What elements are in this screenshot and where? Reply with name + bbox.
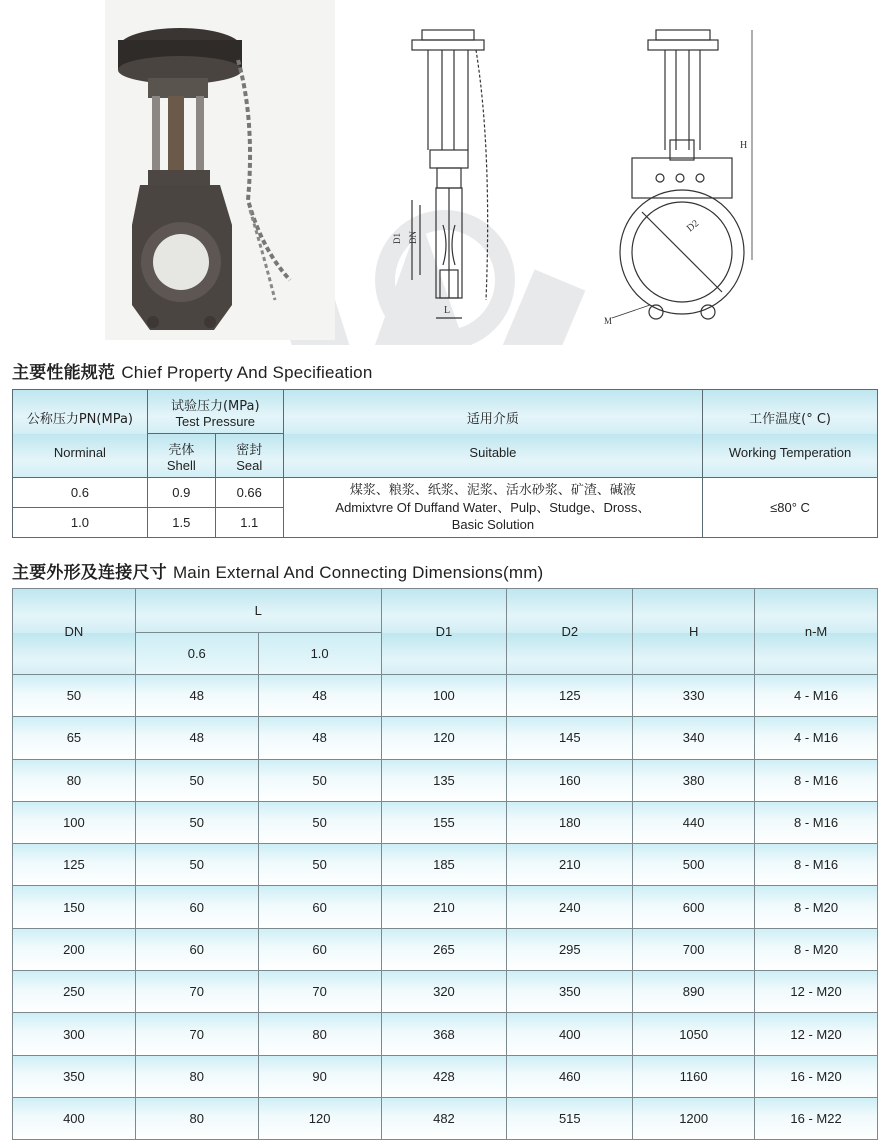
nm-value: 8 - M20 — [755, 886, 878, 928]
dimensions-table — [12, 588, 878, 1140]
h-value: 1200 — [633, 1097, 755, 1139]
svg-text:H: H — [740, 140, 748, 151]
table-row — [13, 844, 878, 886]
d2-value: 515 — [507, 1097, 633, 1139]
dn-header: DN — [13, 589, 136, 675]
d2-value: 145 — [507, 717, 633, 759]
l-1-0-header: 1.0 — [258, 633, 381, 675]
d2-value: 240 — [507, 886, 633, 928]
shell-header: 壳体 Shell — [147, 434, 215, 478]
h-value: 340 — [633, 717, 755, 759]
specification-table — [12, 389, 878, 538]
table-row — [13, 971, 878, 1013]
d2-value: 460 — [507, 1055, 633, 1097]
dn-value: 200 — [13, 928, 136, 970]
l-header: L — [135, 589, 381, 633]
l-0-6-header: 0.6 — [135, 633, 258, 675]
valve-photo — [105, 0, 335, 340]
table-row — [13, 1013, 878, 1055]
dn-value: 80 — [13, 759, 136, 801]
nm-value: 4 - M16 — [755, 675, 878, 717]
d1-value: 155 — [381, 801, 507, 843]
l-1-0-value: 120 — [258, 1097, 381, 1139]
h-value: 440 — [633, 801, 755, 843]
pn-header: 公称压力PN(MPa) Norminal — [13, 390, 148, 478]
d1-value: 265 — [381, 928, 507, 970]
nm-value: 8 - M16 — [755, 844, 878, 886]
l-0-6-value: 80 — [135, 1055, 258, 1097]
dn-value: 250 — [13, 971, 136, 1013]
dn-value: 350 — [13, 1055, 136, 1097]
product-figures — [0, 0, 890, 345]
section-title-cn: 主要外形及连接尺寸 — [12, 563, 167, 583]
l-0-6-value: 50 — [135, 844, 258, 886]
section-title-chief-property — [12, 358, 373, 383]
seal-header: 密封 Seal — [215, 434, 283, 478]
l-1-0-value: 70 — [258, 971, 381, 1013]
d1-value: 320 — [381, 971, 507, 1013]
h-value: 500 — [633, 844, 755, 886]
l-0-6-value: 50 — [135, 759, 258, 801]
l-1-0-value: 50 — [258, 801, 381, 843]
l-1-0-value: 60 — [258, 886, 381, 928]
l-0-6-value: 60 — [135, 886, 258, 928]
d1-value: 428 — [381, 1055, 507, 1097]
table-row — [13, 717, 878, 759]
l-0-6-value: 48 — [135, 675, 258, 717]
table-row — [13, 886, 878, 928]
d2-value: 125 — [507, 675, 633, 717]
h-value: 700 — [633, 928, 755, 970]
d2-header: D2 — [507, 589, 633, 675]
nm-value: 8 - M16 — [755, 801, 878, 843]
d1-value: 135 — [381, 759, 507, 801]
l-0-6-value: 70 — [135, 1013, 258, 1055]
d1-value: 210 — [381, 886, 507, 928]
temperature-header: 工作温度(° C) Working Temperation — [703, 390, 878, 478]
seal-value: 0.66 — [215, 478, 283, 508]
table-row — [13, 1055, 878, 1097]
d1-value: 482 — [381, 1097, 507, 1139]
l-1-0-value: 48 — [258, 717, 381, 759]
seal-value: 1.1 — [215, 508, 283, 538]
nm-value: 16 - M20 — [755, 1055, 878, 1097]
pn-value: 1.0 — [13, 508, 148, 538]
h-value: 1050 — [633, 1013, 755, 1055]
d2-value: 180 — [507, 801, 633, 843]
dn-value: 150 — [13, 886, 136, 928]
dn-value: 300 — [13, 1013, 136, 1055]
d2-value: 160 — [507, 759, 633, 801]
l-0-6-value: 48 — [135, 717, 258, 759]
h-value: 600 — [633, 886, 755, 928]
table-row — [13, 759, 878, 801]
table-row — [13, 801, 878, 843]
svg-text:L: L — [444, 305, 451, 316]
l-1-0-value: 48 — [258, 675, 381, 717]
h-value: 1160 — [633, 1055, 755, 1097]
nm-value: 4 - M16 — [755, 717, 878, 759]
svg-text:M: M — [604, 316, 613, 326]
d1-value: 368 — [381, 1013, 507, 1055]
dn-value: 50 — [13, 675, 136, 717]
svg-text:D1: D1 — [392, 233, 402, 244]
front-view-drawing — [604, 30, 752, 326]
d2-value: 400 — [507, 1013, 633, 1055]
nm-value: 16 - M22 — [755, 1097, 878, 1139]
dn-value: 100 — [13, 801, 136, 843]
table-row — [13, 928, 878, 970]
nm-value: 8 - M16 — [755, 759, 878, 801]
d2-value: 210 — [507, 844, 633, 886]
dn-value: 125 — [13, 844, 136, 886]
pn-value: 0.6 — [13, 478, 148, 508]
l-0-6-value: 50 — [135, 801, 258, 843]
svg-text:D2: D2 — [684, 218, 702, 235]
d1-header: D1 — [381, 589, 507, 675]
temperature-value: ≤80° C — [703, 478, 878, 538]
l-0-6-value: 80 — [135, 1097, 258, 1139]
test-pressure-header: 试验压力(MPa) Test Pressure — [147, 390, 283, 434]
l-1-0-value: 80 — [258, 1013, 381, 1055]
d2-value: 295 — [507, 928, 633, 970]
svg-text:DN: DN — [408, 231, 418, 244]
nm-value: 8 - M20 — [755, 928, 878, 970]
shell-value: 0.9 — [147, 478, 215, 508]
h-value: 890 — [633, 971, 755, 1013]
nm-header: n-M — [755, 589, 878, 675]
suitable-header: 适用介质 Suitable — [283, 390, 702, 478]
watermark-logo — [300, 220, 560, 345]
shell-value: 1.5 — [147, 508, 215, 538]
l-0-6-value: 60 — [135, 928, 258, 970]
h-value: 330 — [633, 675, 755, 717]
dimensions-body — [13, 675, 878, 1140]
d2-value: 350 — [507, 971, 633, 1013]
dn-value: 400 — [13, 1097, 136, 1139]
h-value: 380 — [633, 759, 755, 801]
h-header: H — [633, 589, 755, 675]
medium-description: 煤浆、粮浆、纸浆、泥浆、活水砂浆、矿渣、碱液 Admixtvre Of Duffand Water、Pulp、Studge、Dross、 Basic Solution — [283, 478, 702, 538]
d1-value: 185 — [381, 844, 507, 886]
nm-value: 12 - M20 — [755, 1013, 878, 1055]
l-1-0-value: 60 — [258, 928, 381, 970]
nm-value: 12 - M20 — [755, 971, 878, 1013]
l-1-0-value: 90 — [258, 1055, 381, 1097]
table-row — [13, 1097, 878, 1139]
d1-value: 120 — [381, 717, 507, 759]
l-1-0-value: 50 — [258, 844, 381, 886]
l-0-6-value: 70 — [135, 971, 258, 1013]
section-title-dimensions — [12, 558, 543, 583]
table-row — [13, 675, 878, 717]
spec-row — [13, 478, 878, 508]
d1-value: 100 — [381, 675, 507, 717]
dn-value: 65 — [13, 717, 136, 759]
section-title-cn: 主要性能规范 — [12, 363, 116, 383]
section-title-en: Chief Property And Specifieation — [121, 363, 373, 382]
section-title-en: Main External And Connecting Dimensions(mm) — [172, 563, 544, 582]
l-1-0-value: 50 — [258, 759, 381, 801]
